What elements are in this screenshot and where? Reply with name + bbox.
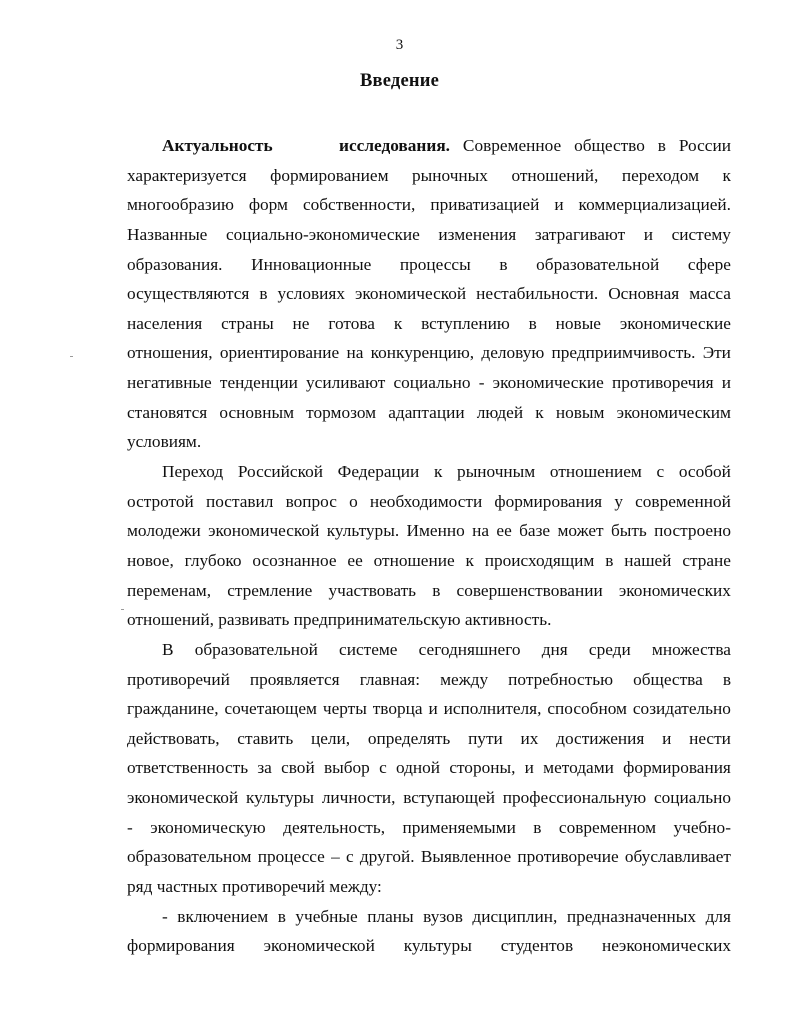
text-line [127, 902, 731, 932]
word: – [331, 847, 340, 867]
word: студентов [500, 936, 574, 956]
word: культуры. [326, 521, 400, 541]
word: затрагивают [534, 224, 626, 244]
word: в [722, 669, 731, 689]
word: нести [689, 728, 731, 748]
word: Российской [237, 462, 323, 482]
word: выбор [323, 758, 370, 778]
word: одной [395, 758, 441, 778]
word: творца [372, 699, 423, 719]
word: свой [281, 758, 315, 778]
word: новые [555, 313, 601, 333]
word: и [554, 195, 564, 215]
word: процессы [399, 254, 471, 274]
word: с [345, 847, 354, 867]
text-line [127, 813, 731, 843]
word: необходимости [369, 491, 483, 511]
word: коммерциализацией. [578, 195, 731, 215]
word: осуществляются [127, 284, 250, 304]
word: с [656, 462, 665, 482]
word: экономическим [616, 402, 731, 422]
line-text: ряд частных противоречий между: [127, 877, 382, 897]
word: остротой [127, 491, 194, 511]
text-line [127, 665, 731, 695]
word: совершенствовании [456, 580, 603, 600]
bold-lead [162, 131, 450, 161]
word: определять [367, 728, 451, 748]
word: рыночных [412, 165, 488, 185]
word: негативные [127, 373, 212, 393]
word: - [162, 906, 168, 926]
word: в [605, 550, 614, 570]
word: формирования [127, 936, 235, 956]
word: экономической [354, 284, 467, 304]
word: в [657, 136, 666, 155]
word: деятельность, [283, 817, 386, 837]
word: Именно [406, 521, 465, 541]
word: формирования [623, 758, 731, 778]
word: методами [543, 758, 614, 778]
word: в [259, 284, 268, 304]
text-line [127, 338, 731, 368]
word: учебные [295, 906, 358, 926]
word: отношений, [511, 165, 599, 185]
word: противоречий [127, 669, 230, 689]
word: переменам, [127, 580, 212, 600]
text-line [127, 783, 731, 813]
word: современной [635, 491, 731, 511]
text-line [127, 427, 731, 457]
word: на [472, 521, 490, 541]
document-body [127, 131, 731, 961]
word: глубоко [184, 550, 242, 570]
word: неэкономических [602, 936, 731, 956]
word: происходящим [484, 550, 595, 570]
word: ее [496, 521, 512, 541]
word: сфере [687, 254, 731, 274]
word: к [433, 462, 443, 482]
word: дисциплин, [472, 906, 558, 926]
word: сегодняшнего [418, 639, 521, 659]
word: и [662, 728, 672, 748]
text-line [127, 546, 731, 576]
word: - [478, 373, 485, 393]
word: цели, [310, 728, 351, 748]
word: характеризуется [127, 165, 247, 185]
word: к [535, 402, 544, 422]
word: экономические [492, 373, 604, 393]
word: созидательно [632, 699, 731, 719]
word: экономическую [150, 817, 266, 837]
word: - [127, 817, 133, 837]
word: новым [555, 402, 605, 422]
word: вопрос [285, 491, 337, 511]
word: противоречия [611, 373, 714, 393]
word: вузов [423, 906, 463, 926]
word: молодежи [127, 521, 201, 541]
word: тормозом [306, 402, 377, 422]
word: отношением [549, 462, 642, 482]
word: формирования [494, 491, 603, 511]
word: образовательной [194, 639, 318, 659]
word: общество [574, 136, 645, 155]
word: социально [653, 788, 731, 808]
word: обуславливает [624, 847, 731, 867]
word: образовательной [536, 254, 660, 274]
line-text: условиям. [127, 432, 202, 452]
word: форм [248, 195, 288, 215]
word: поставил [205, 491, 274, 511]
word: страны [221, 313, 274, 333]
word: ответственность [127, 758, 249, 778]
word: и [428, 699, 438, 719]
word: к [722, 165, 731, 185]
text-line [127, 694, 731, 724]
word: адаптации [388, 402, 465, 422]
text-line [127, 250, 731, 280]
text-line [127, 605, 731, 635]
word: для [705, 906, 731, 926]
word: и [524, 758, 534, 778]
text-line [127, 487, 731, 517]
word: стремление [227, 580, 313, 600]
word: изменения [438, 224, 517, 244]
word: среди [588, 639, 631, 659]
word: стороны, [449, 758, 516, 778]
text-line [127, 635, 731, 665]
word: и [721, 373, 731, 393]
scan-speck [70, 356, 73, 357]
word: Инновационные [251, 254, 372, 274]
word: систему [671, 224, 731, 244]
word: профессиональную [502, 788, 647, 808]
word: новое, [127, 550, 174, 570]
word: гражданине, [127, 699, 219, 719]
word: Федерации [337, 462, 420, 482]
word: образования. [127, 254, 223, 274]
word: экономической [127, 788, 239, 808]
word: усиливают [306, 373, 386, 393]
word: противоречие [517, 847, 619, 867]
word: особой [678, 462, 731, 482]
word: личности, [321, 788, 396, 808]
word: социально [393, 373, 471, 393]
word: приватизацией [430, 195, 540, 215]
word: стране [682, 550, 731, 570]
word: в [528, 313, 537, 333]
word: с [379, 758, 387, 778]
word: вступлению [421, 313, 510, 333]
word: нашей [624, 550, 672, 570]
word: современном [558, 817, 657, 837]
word: в [499, 254, 508, 274]
word: готова [328, 313, 375, 333]
word: многообразию [127, 195, 234, 215]
word: масса [689, 284, 731, 304]
word: тенденции [219, 373, 298, 393]
word: формированием [270, 165, 389, 185]
text-line [127, 131, 731, 161]
word: конкуренцию, [370, 343, 475, 363]
scan-speck [121, 609, 124, 610]
word: процессе [257, 847, 325, 867]
word: предназначенных [566, 906, 697, 926]
word: рыночным [457, 462, 536, 482]
word: экономических [618, 580, 731, 600]
text-line [127, 457, 731, 487]
word: исполнителя, [443, 699, 542, 719]
word: системе [339, 639, 398, 659]
word: населения [127, 313, 203, 333]
text-line [127, 368, 731, 398]
word: быть [610, 521, 647, 541]
word: планы [367, 906, 414, 926]
text-line [127, 190, 731, 220]
word: Переход [162, 462, 224, 482]
word: в [277, 906, 286, 926]
word: общества [633, 669, 703, 689]
word: базе [519, 521, 551, 541]
word: культуры [245, 788, 315, 808]
word: проявляется [249, 669, 340, 689]
text-line [127, 279, 731, 309]
word: и [643, 224, 653, 244]
word: учебно- [673, 817, 731, 837]
word: у [614, 491, 623, 511]
text-line [127, 398, 731, 428]
word: пути [468, 728, 503, 748]
word: сочетающем [224, 699, 317, 719]
page-number: 3 [395, 37, 404, 53]
bold-word: Актуальность [162, 136, 273, 155]
line-text: отношений, развивать предпринимательскую активность. [127, 610, 552, 630]
word: не [292, 313, 310, 333]
text-line [127, 309, 731, 339]
text-line [127, 220, 731, 250]
word: осознанное [252, 550, 337, 570]
word: действовать, [127, 728, 220, 748]
word: Названные [127, 224, 208, 244]
word: становятся [127, 402, 208, 422]
word: отношения, [127, 343, 213, 363]
word: вступающей [403, 788, 495, 808]
text-line [127, 753, 731, 783]
section-title: Введение [360, 71, 439, 91]
word: культуры [403, 936, 472, 956]
word: условиях [277, 284, 346, 304]
text-line [127, 724, 731, 754]
word: В [162, 639, 174, 659]
word: Выявленное [420, 847, 512, 867]
word: собственности, [302, 195, 416, 215]
word: о [349, 491, 358, 511]
word: применяемыми [402, 817, 516, 837]
word: построено [654, 521, 731, 541]
word: за [257, 758, 272, 778]
word: в [533, 817, 542, 837]
word: главная: [359, 669, 421, 689]
word: на [346, 343, 364, 363]
text-line [127, 516, 731, 546]
text-line [127, 931, 731, 961]
text-line [127, 842, 731, 872]
word: к [393, 313, 403, 333]
word: дня [541, 639, 568, 659]
word: черты [322, 699, 367, 719]
word: образовательном [127, 847, 252, 867]
word: предприимчивость. [551, 343, 696, 363]
word: России [678, 136, 731, 155]
text-line [127, 576, 731, 606]
word: к [465, 550, 474, 570]
word: множества [651, 639, 731, 659]
word: Основная [608, 284, 680, 304]
word: отношение [373, 550, 455, 570]
word: потребностью [508, 669, 614, 689]
word: ориентирование [219, 343, 340, 363]
word: способном [547, 699, 627, 719]
word: экономической [263, 936, 375, 956]
word: нестабильности. [476, 284, 599, 304]
word: Эти [702, 343, 731, 363]
word: переходом [621, 165, 700, 185]
word: Современное [462, 136, 562, 155]
word: в [432, 580, 441, 600]
text-line [127, 161, 731, 191]
word: достижения [556, 728, 645, 748]
word: экономической [208, 521, 320, 541]
word: людей [476, 402, 524, 422]
word: включением [177, 906, 269, 926]
word: их [520, 728, 539, 748]
word: экономические [619, 313, 731, 333]
bold-word: исследования. [339, 136, 450, 155]
word: социально-экономические [225, 224, 420, 244]
word: между [440, 669, 489, 689]
word: ее [347, 550, 363, 570]
word: участвовать [328, 580, 417, 600]
word: деловую [481, 343, 545, 363]
word: может [557, 521, 604, 541]
text-line [127, 872, 731, 902]
word: ставить [237, 728, 294, 748]
word: основным [219, 402, 295, 422]
word: другой. [359, 847, 415, 867]
